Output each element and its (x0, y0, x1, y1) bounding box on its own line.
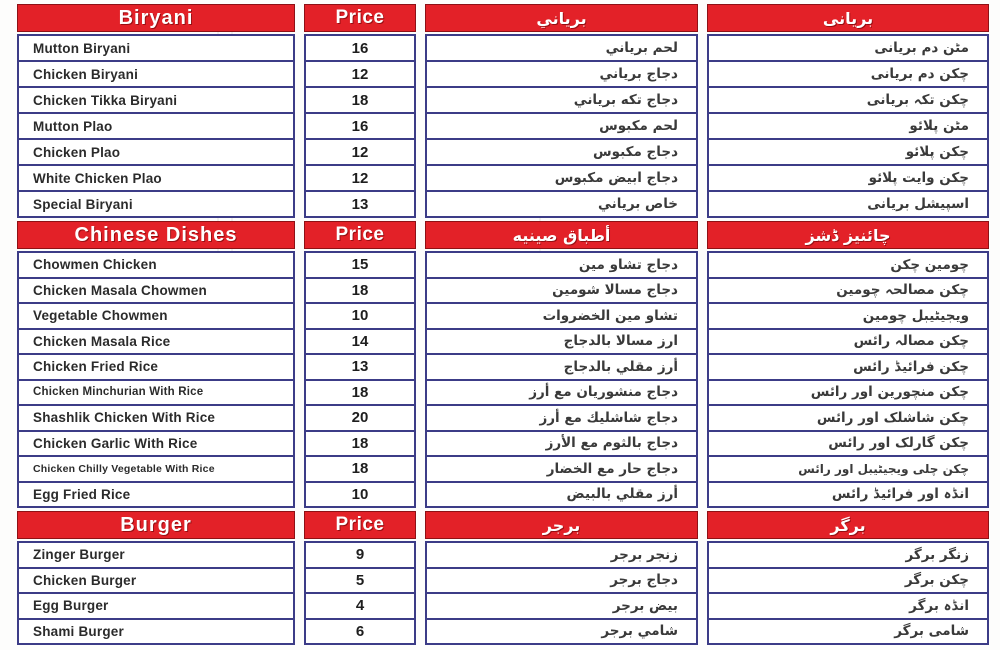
dish-name-cell: Mutton Plao (17, 112, 295, 140)
dish-name-arabic-cell: أرز مقلي بالدجاج (425, 353, 698, 381)
dish-name-urdu-cell: ویجیٹیبل چومین (707, 302, 989, 330)
price-header: Price (304, 4, 416, 32)
dish-name-urdu-cell: چکن فرائیڈ رائس (707, 353, 989, 381)
section-biryani-arabic (425, 4, 698, 218)
dish-name-cell: Chicken Burger (17, 567, 295, 595)
price-cell: 10 (304, 302, 416, 330)
section-biryani-english (17, 4, 295, 218)
section-burger-price (304, 511, 416, 645)
section-biryani-price (304, 4, 416, 218)
dish-name-cell: White Chicken Plao (17, 164, 295, 192)
column-arabic (425, 4, 698, 648)
dish-name-arabic-cell: تشاو مين الخضروات (425, 302, 698, 330)
dish-name-arabic-cell: دجاج تشاو مين (425, 251, 698, 279)
section-chinese-price (304, 221, 416, 508)
dish-name-urdu-cell: چکن مصالہ رائس (707, 328, 989, 356)
dish-name-urdu-cell: چومین چکن (707, 251, 989, 279)
dish-name-cell: Chicken Fried Rice (17, 353, 295, 381)
price-cell: 4 (304, 592, 416, 620)
dish-name-cell: Chowmen Chicken (17, 251, 295, 279)
dish-name-cell: Chicken Plao (17, 138, 295, 166)
price-cell: 12 (304, 164, 416, 192)
dish-name-arabic-cell: ارز مسالا بالدجاج (425, 328, 698, 356)
section-chinese-arabic (425, 221, 698, 508)
dish-name-arabic-cell: دجاج حار مع الخضار (425, 455, 698, 483)
column-urdu (707, 4, 989, 648)
dish-name-arabic-cell: دجاج شاشليك مع أرز (425, 404, 698, 432)
dish-name-urdu-cell: چکن تکہ بریانی (707, 86, 989, 114)
dish-name-cell: Chicken Biryani (17, 60, 295, 88)
price-cell: 18 (304, 86, 416, 114)
section-header-chinese: Chinese Dishes (17, 221, 295, 249)
dish-name-urdu-cell: چکن وایت پلائو (707, 164, 989, 192)
price-cell: 14 (304, 328, 416, 356)
price-cell: 12 (304, 138, 416, 166)
dish-name-urdu-cell: مٹن پلائو (707, 112, 989, 140)
dish-name-cell: Chicken Masala Rice (17, 328, 295, 356)
section-header-biryani: Biryani (17, 4, 295, 32)
dish-name-arabic-cell: دجاج منشوريان مع أرز (425, 379, 698, 407)
price-cell: 15 (304, 251, 416, 279)
dish-name-cell: Chicken Chilly Vegetable With Rice (17, 455, 295, 483)
price-header: Price (304, 511, 416, 539)
dish-name-arabic-cell: بيض برجر (425, 592, 698, 620)
section-burger-arabic (425, 511, 698, 645)
section-burger-urdu (707, 511, 989, 645)
dish-name-urdu-cell: چکن پلائو (707, 138, 989, 166)
dish-name-arabic-cell: دجاج برجر (425, 567, 698, 595)
price-cell: 13 (304, 190, 416, 218)
price-header: Price (304, 221, 416, 249)
dish-name-arabic-cell: خاص برياني (425, 190, 698, 218)
dish-name-urdu-cell: زنگر برگر (707, 541, 989, 569)
section-chinese-urdu (707, 221, 989, 508)
dish-name-cell: Special Biryani (17, 190, 295, 218)
dish-name-urdu-cell: اسپیشل بریانی (707, 190, 989, 218)
dish-name-arabic-cell: أرز مقلي بالبيض (425, 481, 698, 509)
dish-name-arabic-cell: دجاج مسالا شومين (425, 277, 698, 305)
price-cell: 18 (304, 430, 416, 458)
dish-name-cell: Shashlik Chicken With Rice (17, 404, 295, 432)
price-cell: 18 (304, 379, 416, 407)
dish-name-urdu-cell: چکن شاشلک اور رائس (707, 404, 989, 432)
section-header-biryani-arabic: برياني (425, 4, 698, 32)
column-price (304, 4, 416, 648)
dish-name-cell: Zinger Burger (17, 541, 295, 569)
dish-name-urdu-cell: چکن دم بریانی (707, 60, 989, 88)
price-cell: 20 (304, 404, 416, 432)
price-cell: 18 (304, 455, 416, 483)
dish-name-arabic-cell: دجاج مكبوس (425, 138, 698, 166)
section-burger-english (17, 511, 295, 645)
dish-name-urdu-cell: مٹن دم بریانی (707, 34, 989, 62)
dish-name-cell: Mutton Biryani (17, 34, 295, 62)
dish-name-cell: Egg Fried Rice (17, 481, 295, 509)
dish-name-arabic-cell: لحم مكبوس (425, 112, 698, 140)
dish-name-urdu-cell: انڈہ اور فرائیڈ رائس (707, 481, 989, 509)
column-english (17, 4, 295, 648)
price-cell: 13 (304, 353, 416, 381)
dish-name-urdu-cell: چکن گارلک اور رائس (707, 430, 989, 458)
section-header-chinese-arabic: أطباق صينيه (425, 221, 698, 249)
price-cell: 16 (304, 112, 416, 140)
dish-name-cell: Vegetable Chowmen (17, 302, 295, 330)
section-header-burger-arabic: برجر (425, 511, 698, 539)
price-cell: 9 (304, 541, 416, 569)
dish-name-arabic-cell: شامي برجر (425, 618, 698, 646)
dish-name-cell: Chicken Tikka Biryani (17, 86, 295, 114)
section-biryani-urdu (707, 4, 989, 218)
dish-name-arabic-cell: دجاج بالثوم مع الأرز (425, 430, 698, 458)
dish-name-urdu-cell: چکن برگر (707, 567, 989, 595)
dish-name-cell: Chicken Garlic With Rice (17, 430, 295, 458)
dish-name-cell: Egg Burger (17, 592, 295, 620)
section-header-burger: Burger (17, 511, 295, 539)
dish-name-arabic-cell: لحم برياني (425, 34, 698, 62)
dish-name-urdu-cell: چکن منچورین اور رائس (707, 379, 989, 407)
price-cell: 5 (304, 567, 416, 595)
price-cell: 12 (304, 60, 416, 88)
dish-name-urdu-cell: چکن چلی ویجیٹیبل اور رائس (707, 455, 989, 483)
dish-name-urdu-cell: شامی برگر (707, 618, 989, 646)
menu-table (17, 4, 989, 648)
section-header-burger-urdu: برگر (707, 511, 989, 539)
dish-name-arabic-cell: زنجر برجر (425, 541, 698, 569)
dish-name-arabic-cell: دجاج ابيض مكبوس (425, 164, 698, 192)
dish-name-arabic-cell: دجاج برياني (425, 60, 698, 88)
price-cell: 10 (304, 481, 416, 509)
dish-name-cell: Chicken Minchurian With Rice (17, 379, 295, 407)
price-cell: 16 (304, 34, 416, 62)
dish-name-urdu-cell: انڈہ برگر (707, 592, 989, 620)
section-chinese-english (17, 221, 295, 508)
price-cell: 18 (304, 277, 416, 305)
section-header-chinese-urdu: چائنیز ڈشز (707, 221, 989, 249)
section-header-biryani-urdu: بریانی (707, 4, 989, 32)
dish-name-arabic-cell: دجاج تكه برياني (425, 86, 698, 114)
dish-name-urdu-cell: چکن مصالحہ چومین (707, 277, 989, 305)
price-cell: 6 (304, 618, 416, 646)
dish-name-cell: Shami Burger (17, 618, 295, 646)
dish-name-cell: Chicken Masala Chowmen (17, 277, 295, 305)
